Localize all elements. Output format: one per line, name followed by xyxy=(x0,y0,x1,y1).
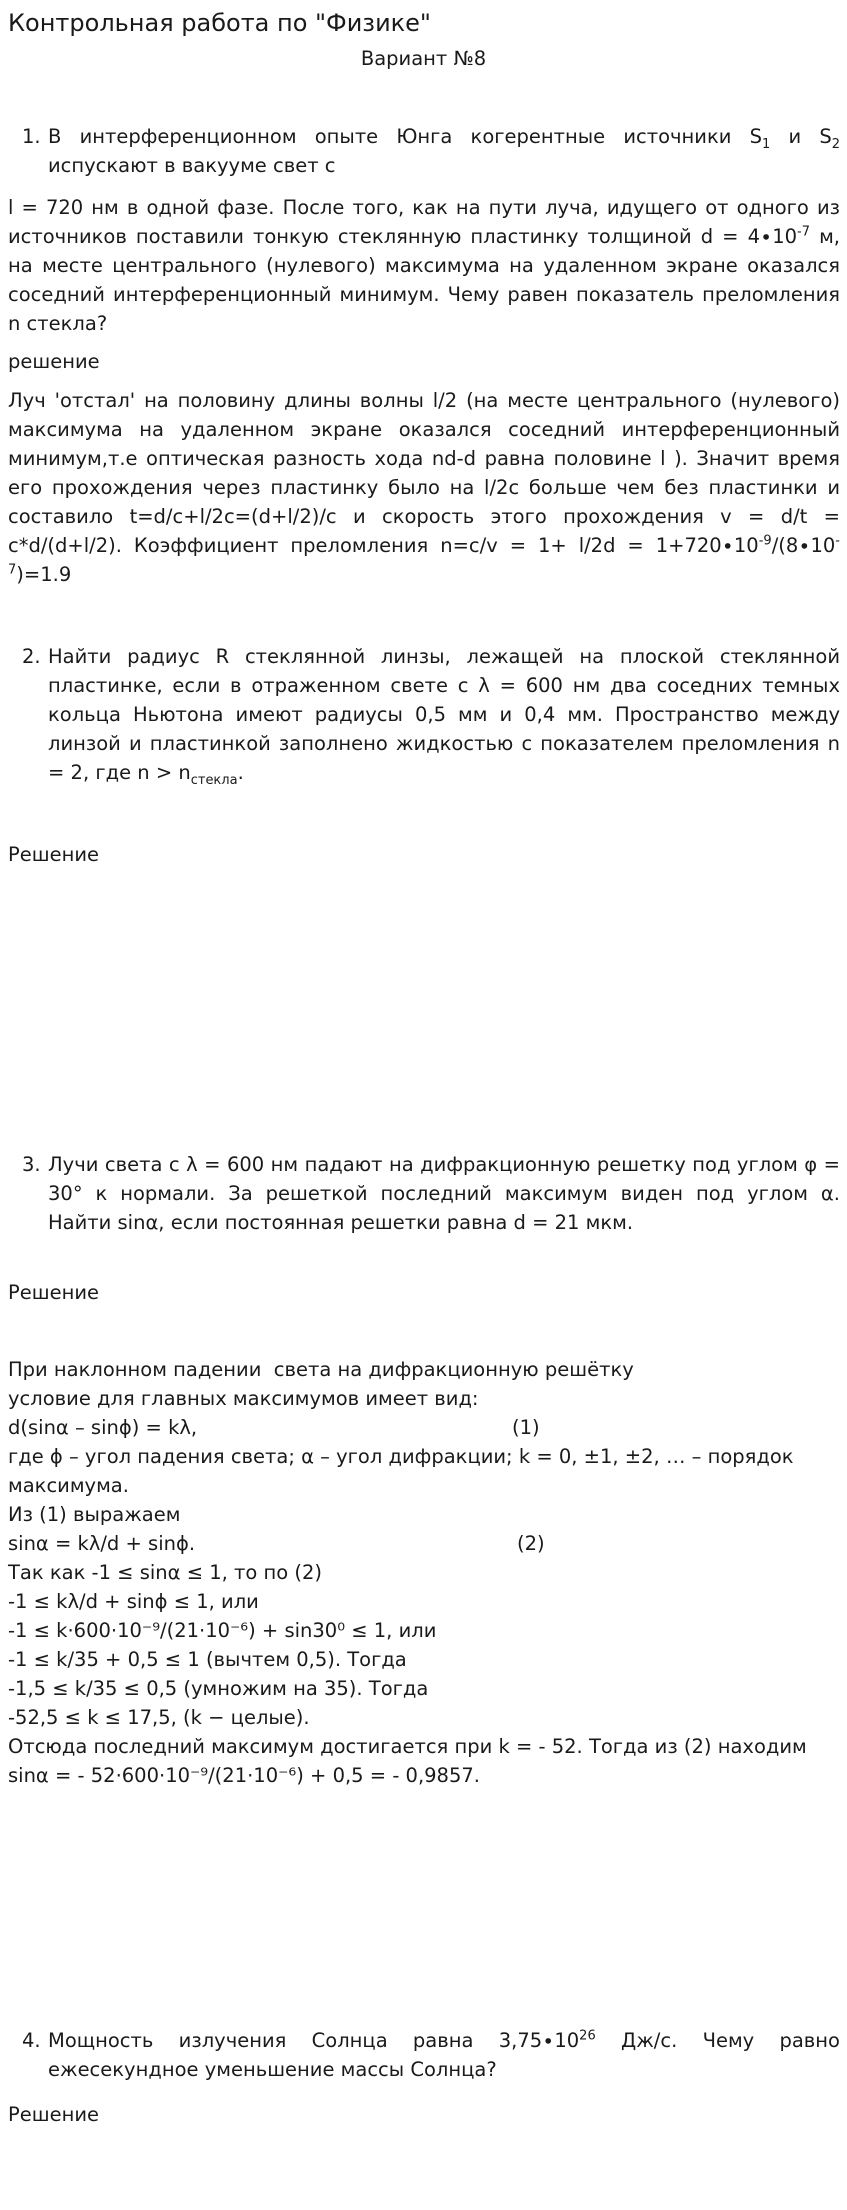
question-3-number: 3. xyxy=(22,1153,41,1176)
question-3: 3. Лучи света с λ = 600 нм падают на дифракционную решетку под углом φ = 30° к нормали. За решеткой последний максимум виден под углом α. Найти sinα, если постоянная решетки равна d = 21 мкм. xyxy=(48,1150,840,1237)
question-1-solution: Луч 'отстал' на половину длины волны l/2 (на месте центрального (нулевого) максимума на удаленном экране оказался соседний интерференционный минимум,т.е оптическая разность хода nd-d равна половине l ). Значит время его прохождения через пластинку было на l/2c больше чем без пластинки и составило t=d/c+l/2c=(d+l/2)/c и скорость этого прохождения v = d/t = c*d/(d+l/2). Коэффициент преломления $n=c/v = 1+ l/2d = 1+720\cdot 10^{-9}/(8\cdot 10^{-7})=1.9$ xyxy=(8,389,840,586)
solution-3-line-12: -1,5 ≤ k/35 ≤ 0,5 (умножим на 35). Тогда xyxy=(8,1677,429,1700)
question-4-line-1: Мощность излучения Солнца равна $3,75\cdot 10^{26}$ Дж/с. Чему равно xyxy=(48,2028,840,2052)
question-4 xyxy=(22,2026,840,2084)
document-title: Контрольная работа по "Физике" xyxy=(8,9,431,37)
question-4-line-2: ежесекундное уменьшение массы Солнца? xyxy=(48,2058,497,2081)
question-1-number: 1. xyxy=(22,125,41,148)
question-2: 2. Найти радиус R стеклянной линзы, лежащей на плоской стеклянной пластинке, если в отраженном свете с λ = 600 нм два соседних темных кольца Ньютона имеют радиусы 0,5 мм и 0,4 мм. Пространство между линзой и пластинкой заполнено жидкостью с показателем преломления n = 2, где $n > n_{стекла}$. xyxy=(48,642,840,787)
question-1 xyxy=(22,122,840,180)
solution-3-line-15: sinα = - 52·600·10⁻⁹/(21·10⁻⁶) + 0,5 = - 0,9857. xyxy=(8,1764,480,1787)
equation-1-tag: (1) xyxy=(512,1416,540,1439)
question-1-line-2: испускают в вакууме свет с xyxy=(48,154,336,177)
solution-3-line-14: Отсюда последний максимум достигается при k = - 52. Тогда из (2) находим xyxy=(8,1735,807,1758)
solution-3-line-3: d(sinα – sinϕ) = kλ, xyxy=(8,1416,198,1439)
question-4-solution-label: Решение xyxy=(8,2103,100,2126)
solution-3-line-10: -1 ≤ k·600·10⁻⁹/(21·10⁻⁶) + sin30⁰ ≤ 1, или xyxy=(8,1619,437,1642)
question-3-solution-label: Решение xyxy=(8,1281,100,1304)
question-1-solution-label: решение xyxy=(8,350,100,373)
solution-3-line-7: sinα = kλ/d + sinϕ. xyxy=(8,1532,196,1555)
question-2-solution-label: Решение xyxy=(8,843,100,866)
solution-3-line-5: максимума. xyxy=(8,1474,129,1497)
solution-3-line-11: -1 ≤ k/35 + 0,5 ≤ 1 (вычтем 0,5). Тогда xyxy=(8,1648,407,1671)
question-1-body: l = 720 нм в одной фазе. После того, как на пути луча, идущего от одного из источников поставили тонкую стеклянную пластинку толщиной $d = 4\cdot 10^{-7}$ м, на месте центрального (нулевого) максимума на удаленном экране оказался соседний интерференционный минимум. Чему равен показатель преломления n стекла? xyxy=(8,196,840,335)
solution-3-line-6: Из (1) выражаем xyxy=(8,1503,181,1526)
question-1-line-1: В интерференционном опыте Юнга когерентные источники $S_1$ и $S_2$ xyxy=(48,125,840,152)
solution-3-line-1: При наклонном падении света на дифракционную решётку xyxy=(8,1358,634,1381)
question-2-number: 2. xyxy=(22,645,41,668)
question-4-number: 4. xyxy=(22,2029,41,2052)
solution-3-line-8: Так как -1 ≤ sinα ≤ 1, то по (2) xyxy=(8,1561,323,1584)
solution-3-line-9: -1 ≤ kλ/d + sinϕ ≤ 1, или xyxy=(8,1590,259,1613)
solution-3-line-13: -52,5 ≤ k ≤ 17,5, (k − целые). xyxy=(8,1706,310,1729)
solution-3-line-4: где ϕ – угол падения света; α – угол дифракции; k = 0, ±1, ±2, … – порядок xyxy=(8,1445,794,1468)
solution-3-line-2: условие для главных максимумов имеет вид: xyxy=(8,1387,479,1410)
equation-2-tag: (2) xyxy=(517,1532,545,1555)
variant-label: Вариант №8 xyxy=(360,47,487,70)
